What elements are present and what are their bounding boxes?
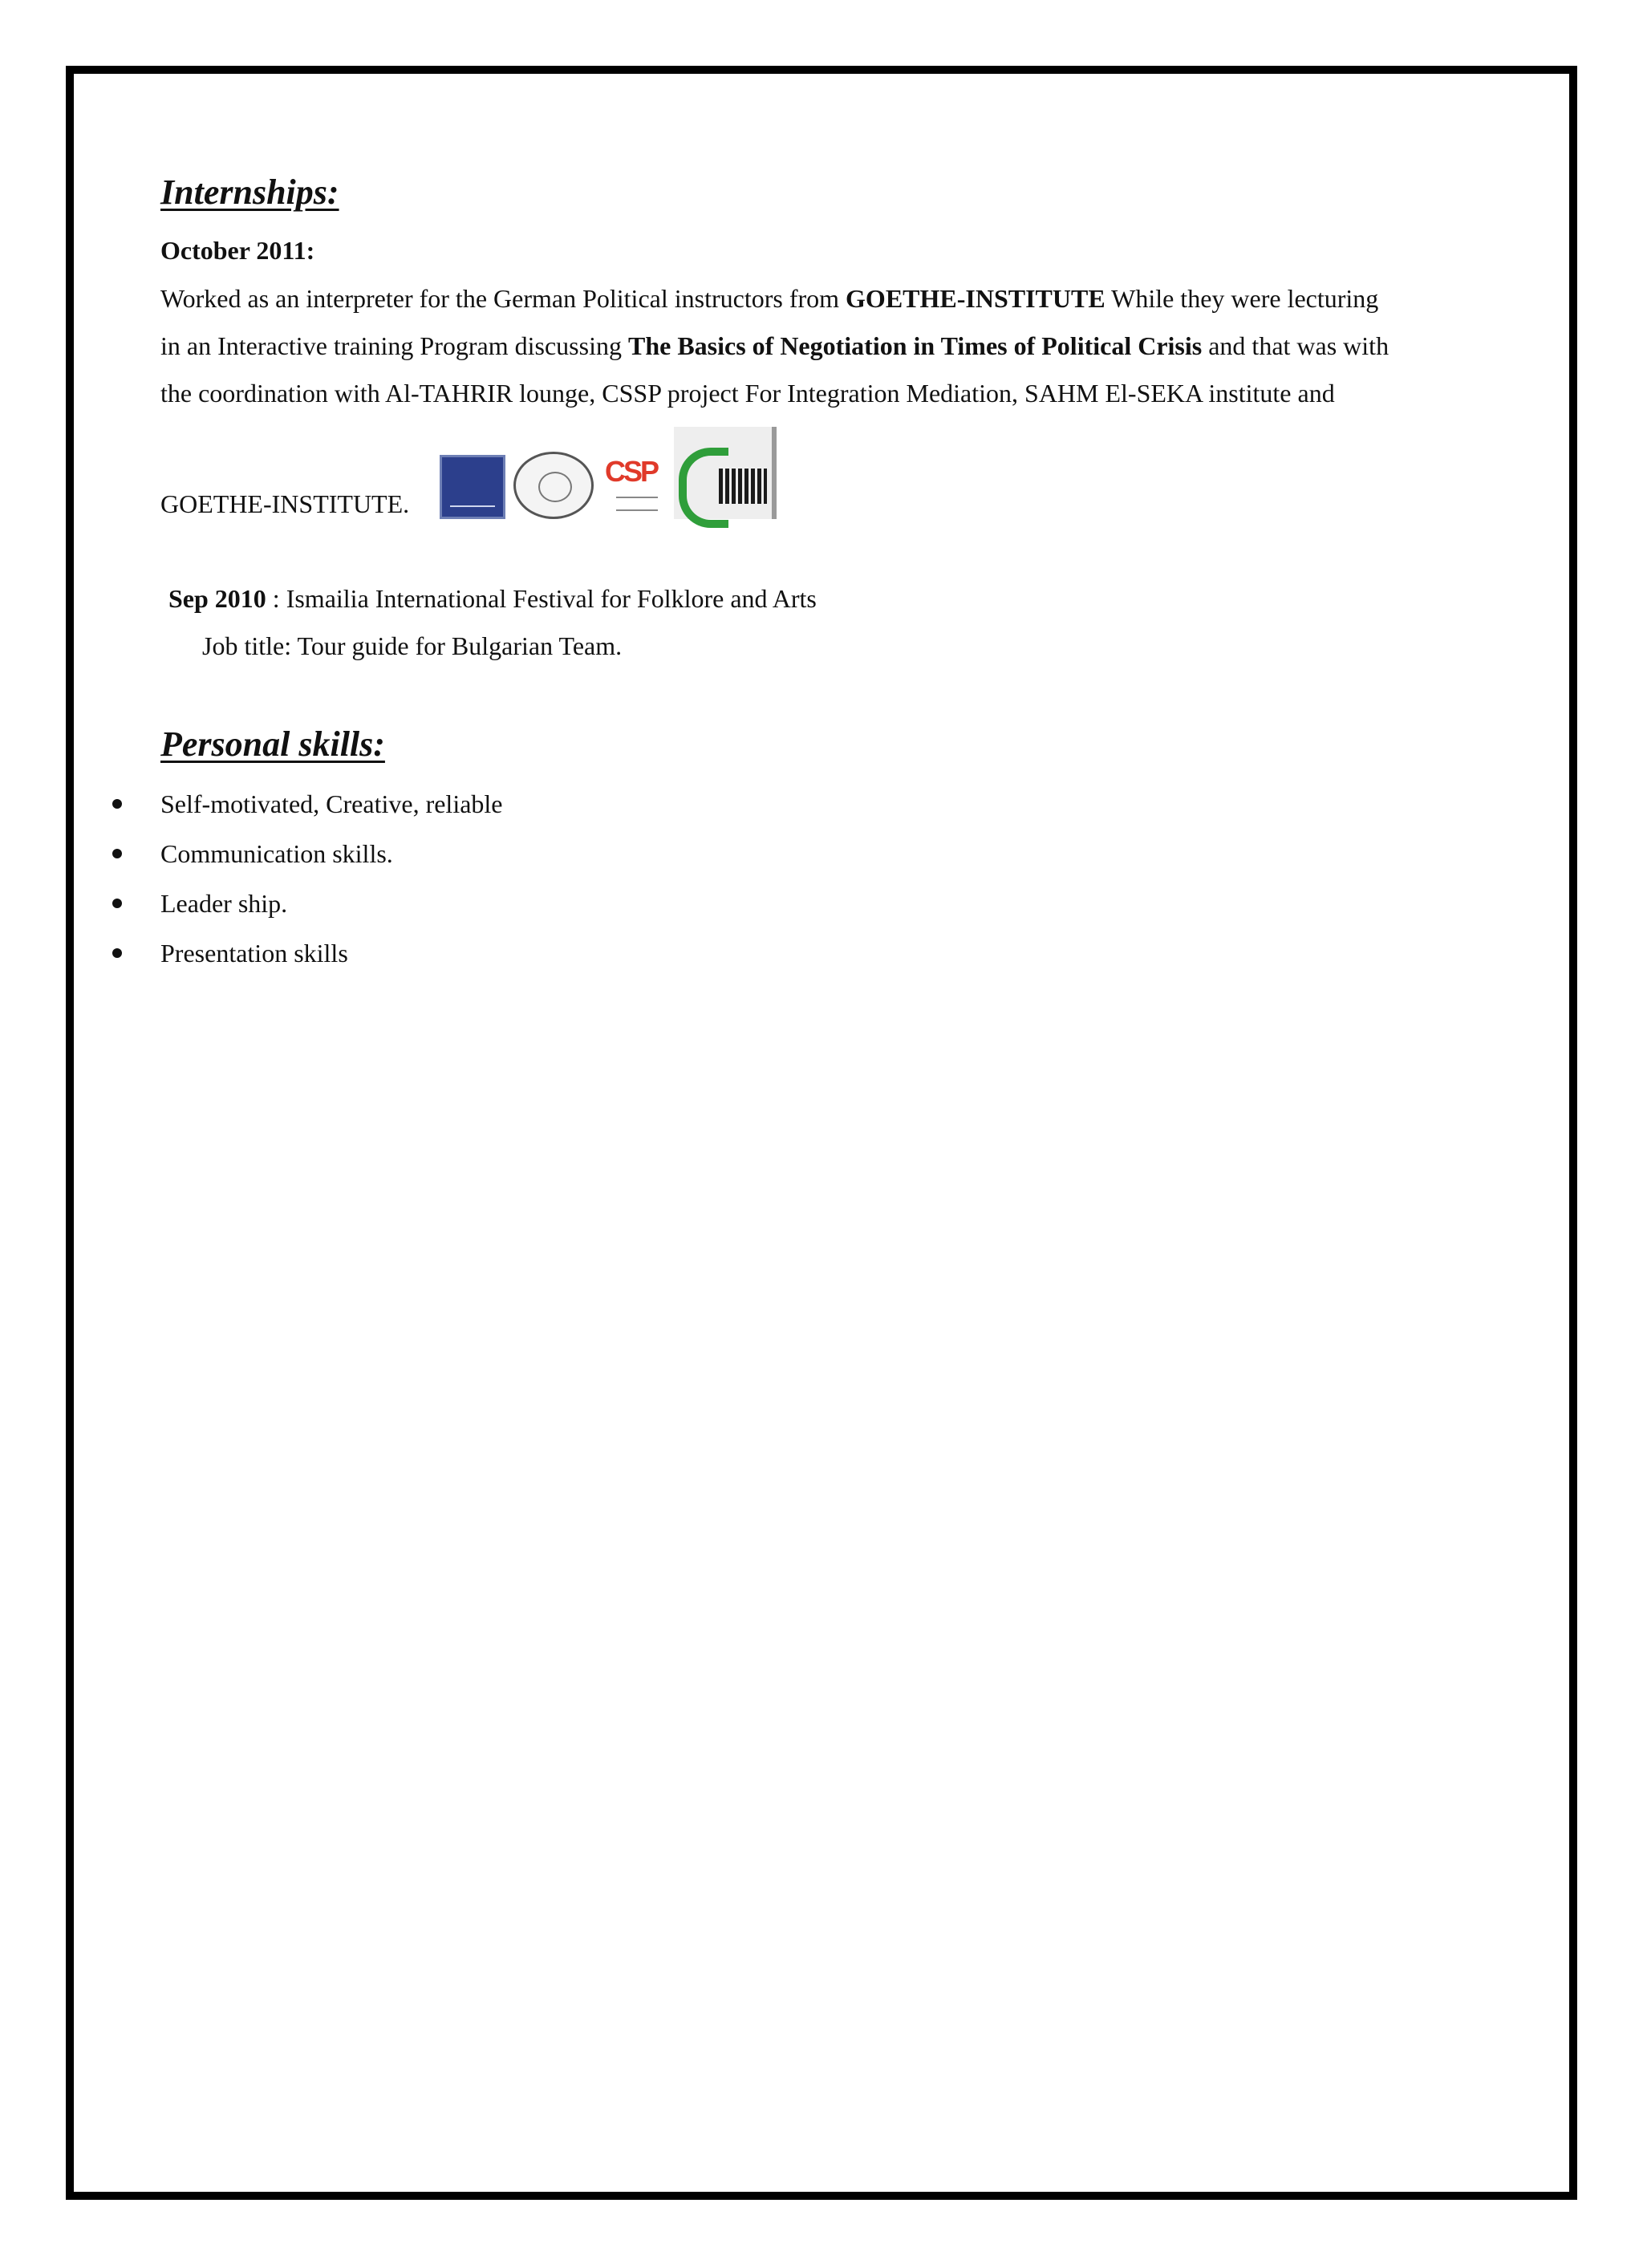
internship-date-2: Sep 2010 bbox=[168, 584, 266, 613]
skill-item-2: Communication skills. bbox=[160, 839, 393, 868]
skill-item-3: Leader ship. bbox=[160, 889, 288, 918]
bullet-icon bbox=[112, 948, 122, 958]
bullet-icon bbox=[112, 799, 122, 809]
skill-item-1: Self-motivated, Creative, reliable bbox=[160, 789, 503, 818]
bullet-icon bbox=[112, 899, 122, 908]
bullet-icon bbox=[112, 849, 122, 858]
skill-item-4: Presentation skills bbox=[160, 939, 348, 968]
program-title: The Basics of Negotiation in Times of Political Crisis bbox=[627, 331, 1203, 360]
internship-date-1: October 2011: bbox=[160, 236, 315, 265]
internship-job-title: Job title: Tour guide for Bulgarian Team. bbox=[202, 631, 623, 660]
internship-description-line-2: in an Interactive training Program discussing The Basics of Negotiation in Times of Political Crisis and that was with bbox=[160, 331, 1389, 360]
cssp-logo: CSP bbox=[602, 447, 666, 519]
al-tahrir-logo bbox=[440, 455, 505, 519]
goethe-institute-name: GOETHE-INSTITUTE bbox=[846, 284, 1105, 313]
goethe-institut-logo bbox=[674, 427, 777, 519]
sahm-el-seka-logo bbox=[513, 452, 594, 519]
internship-description-line-1: Worked as an interpreter for the German Political instructors from GOETHE-INSTITUTE While they were lecturing bbox=[160, 284, 1379, 313]
internship-description-line-4: GOETHE-INSTITUTE. bbox=[160, 489, 410, 518]
internship-event-2: : Ismailia International Festival for Folklore and Arts bbox=[266, 584, 817, 613]
internship-description-line-3: the coordination with Al-TAHRIR lounge, CSSP project For Integration Mediation, SAHM El-SEKA institute and bbox=[160, 379, 1335, 408]
internships-heading: Internships: bbox=[160, 172, 339, 212]
partner-logos bbox=[440, 427, 777, 519]
personal-skills-heading: Personal skills: bbox=[160, 724, 385, 764]
internship-entry-2 bbox=[168, 586, 817, 611]
